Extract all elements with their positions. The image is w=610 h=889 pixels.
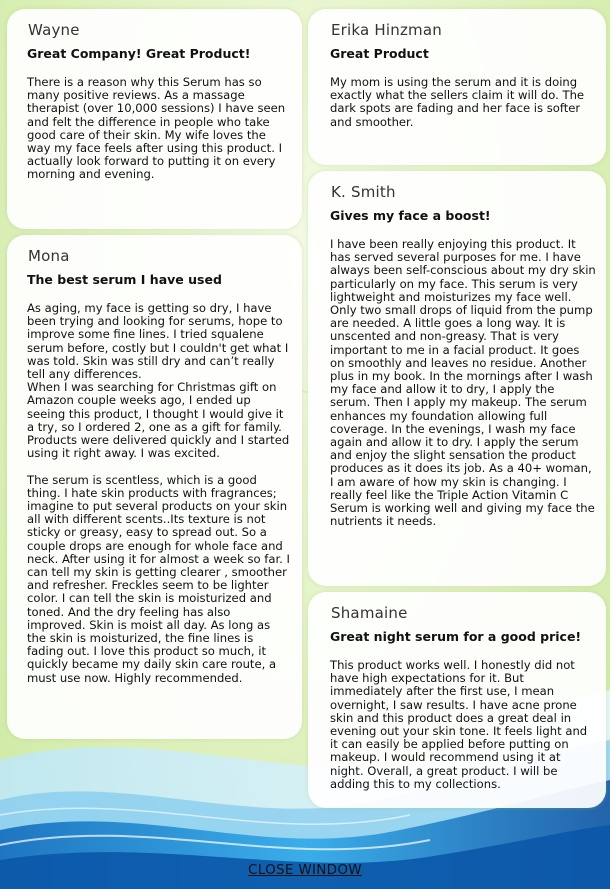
review-headline: Great Company! Great Product! xyxy=(27,46,251,61)
review-body: As aging, my face is getting so dry, I have been trying and looking for serums, hope to improve some fine lines. I tried squalene serum before, costly but I couldn't get what I was told. Skin was still dry and can’t really tell any differences. When I was searching for Christmas gift on Amazon couple weeks ago, I ended up seeing this product, I thought I would give it a try, so I ordered 2, one as a gift for family. Products were delivered quickly and I started using it right away. I was excited. The serum is scentless, which is a good thing. I hate skin products with fragrances; imagine to put several products on your skin all with different scents..Its texture is not sticky or greasy, easy to spread out. So a couple drops are enough for whole face and neck. After using it for almost a week so far. I can tell my skin is getting clearer , smoother and refresher. Freckles seem to be lighter color. I can tell the skin is moisturized and toned. And the dry feeling has also improved. Skin is moist all day. As long as the skin is moisturized, the fine lines is fading out. I love this product so much, it quickly became my daily skin care route, a must use now. Highly recommended. xyxy=(27,301,290,685)
review-headline: The best serum I have used xyxy=(27,272,222,287)
close-window-link[interactable]: CLOSE WINDOW xyxy=(248,862,362,878)
review-card-shamaine xyxy=(308,592,606,808)
review-body: I have been really enjoying this product. It has served several purposes for me. I have always been self-conscious about my dry skin particularly on my face. This serum is very lightweight and moisturizes my face well. Only two small drops of liquid from the pump are needed. A little goes a long way. It is unscented and non-greasy. That is very important to me in a facial product. It goes on smoothly and leaves no residue. Another plus in my book. In the mornings after I wash my face and allow it to dry, I apply the serum. Then I apply my makeup. The serum enhances my foundation allowing full coverage. In the evenings, I wash my face again and allow it to dry. I apply the serum and enjoy the slight sensation the product produces as it does its job. As a 40+ woman, I am aware of how my skin is changing. I really feel like the Triple Action Vitamin C Serum is working well and giving my face the nutrients it needs. xyxy=(330,237,596,529)
review-card-erika-hinzman xyxy=(308,9,606,165)
review-card-mona xyxy=(7,235,302,739)
reviewer-name: Erika Hinzman xyxy=(331,21,442,39)
review-headline: Gives my face a boost! xyxy=(330,208,491,223)
review-card-k-smith xyxy=(308,171,606,586)
review-body: There is a reason why this Serum has so many positive reviews. As a massage therapist (over 10,000 sessions) I have seen and felt the difference in people who take good care of their skin. My wife loves the way my face feels after using this product. I actually look forward to putting it on every morning and evening. xyxy=(27,75,286,182)
review-headline: Great Product xyxy=(330,46,429,61)
review-headline: Great night serum for a good price! xyxy=(330,629,582,644)
reviewer-name: Shamaine xyxy=(331,604,408,622)
reviewer-name: Wayne xyxy=(28,21,80,39)
review-card-wayne xyxy=(7,9,302,229)
reviewer-name: Mona xyxy=(28,247,70,265)
review-body: My mom is using the serum and it is doing exactly what the sellers claim it will do. The dark spots are fading and her face is softer and smoother. xyxy=(330,75,585,129)
review-body: This product works well. I honestly did not have high expectations for it. But immediately after the first use, I mean overnight, I saw results. I have acne prone skin and this product does a great deal in evening out your skin tone. It feels light and it can easily be applied before putting on makeup. I would recommend using it at night. Overall, a great product. I will be adding this to my collections. xyxy=(330,658,588,791)
reviewer-name: K. Smith xyxy=(331,183,396,201)
